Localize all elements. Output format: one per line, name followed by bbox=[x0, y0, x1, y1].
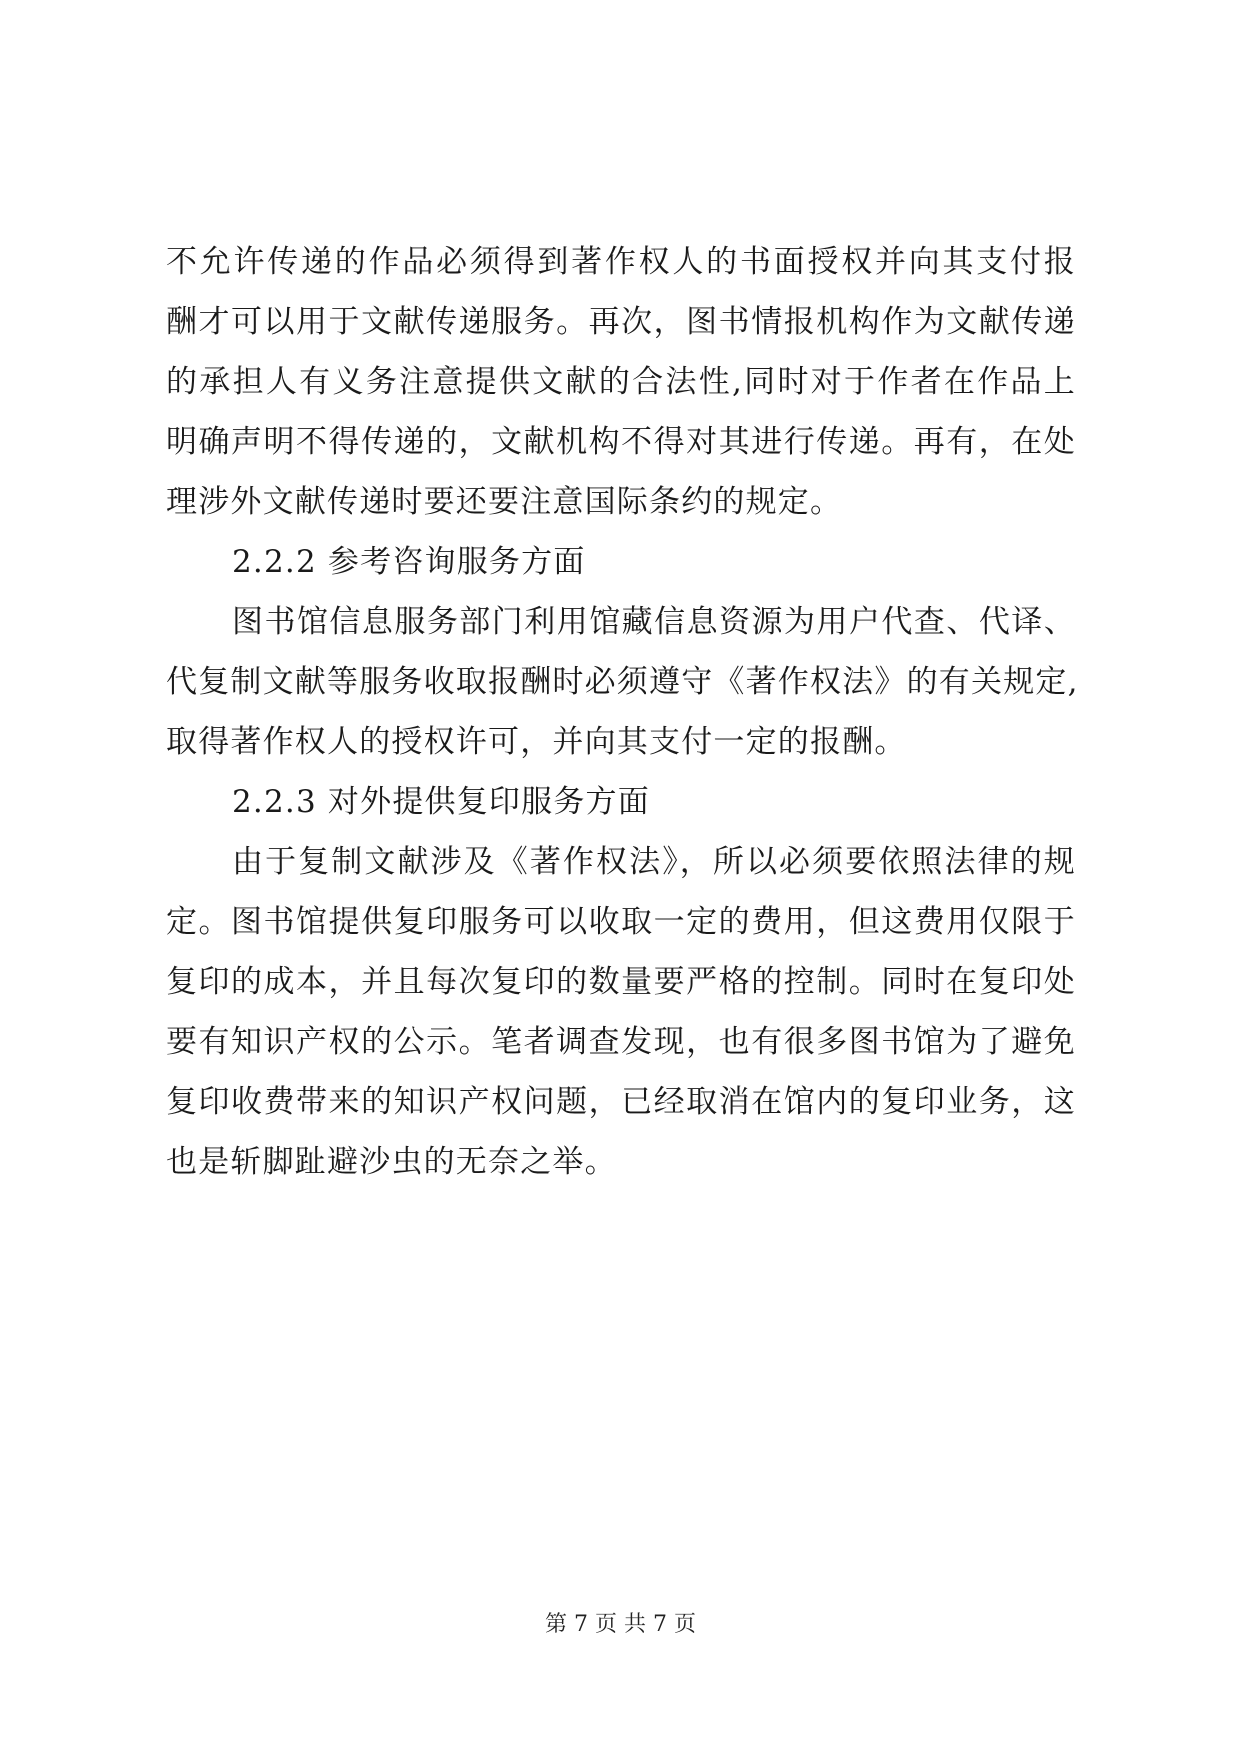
paragraph-line: 图书馆信息服务部门利用馆藏信息资源为用户代查、代译、 bbox=[232, 604, 1076, 640]
section-heading: 2.2.3 对外提供复印服务方面 bbox=[232, 784, 650, 820]
paragraph-line: 代复制文献等服务收取报酬时必须遵守《著作权法》的有关规定, bbox=[166, 664, 1079, 700]
paragraph-line: 复印的成本，并且每次复印的数量要严格的控制。同时在复印处 bbox=[166, 964, 1076, 1000]
paragraph-line: 取得著作权人的授权许可，并向其支付一定的报酬。 bbox=[166, 724, 907, 760]
body-text bbox=[166, 232, 1079, 1192]
paragraph-line: 由于复制文献涉及《著作权法》，所以必须要依照法律的规 bbox=[232, 844, 1076, 880]
paragraph-line: 也是斩脚趾避沙虫的无奈之举。 bbox=[166, 1144, 617, 1180]
paragraph-line: 酬才可以用于文献传递服务。再次，图书情报机构作为文献传递 bbox=[166, 304, 1076, 340]
paragraph-line: 要有知识产权的公示。笔者调查发现，也有很多图书馆为了避免 bbox=[166, 1024, 1076, 1060]
paragraph-line: 明确声明不得传递的，文献机构不得对其进行传递。再有，在处 bbox=[166, 424, 1076, 460]
paragraph-line: 不允许传递的作品必须得到著作权人的书面授权并向其支付报 bbox=[166, 244, 1076, 280]
paragraph-line: 定。图书馆提供复印服务可以收取一定的费用，但这费用仅限于 bbox=[166, 904, 1076, 940]
paragraph-line: 理涉外文献传递时要还要注意国际条约的规定。 bbox=[166, 484, 843, 520]
paragraph-line: 复印收费带来的知识产权问题，已经取消在馆内的复印业务，这 bbox=[166, 1084, 1076, 1120]
section-heading: 2.2.2 参考咨询服务方面 bbox=[232, 544, 586, 580]
page-number-footer: 第 7 页 共 7 页 bbox=[545, 1612, 696, 1637]
paragraph-line: 的承担人有义务注意提供文献的合法性,同时对于作者在作品上 bbox=[166, 364, 1076, 400]
